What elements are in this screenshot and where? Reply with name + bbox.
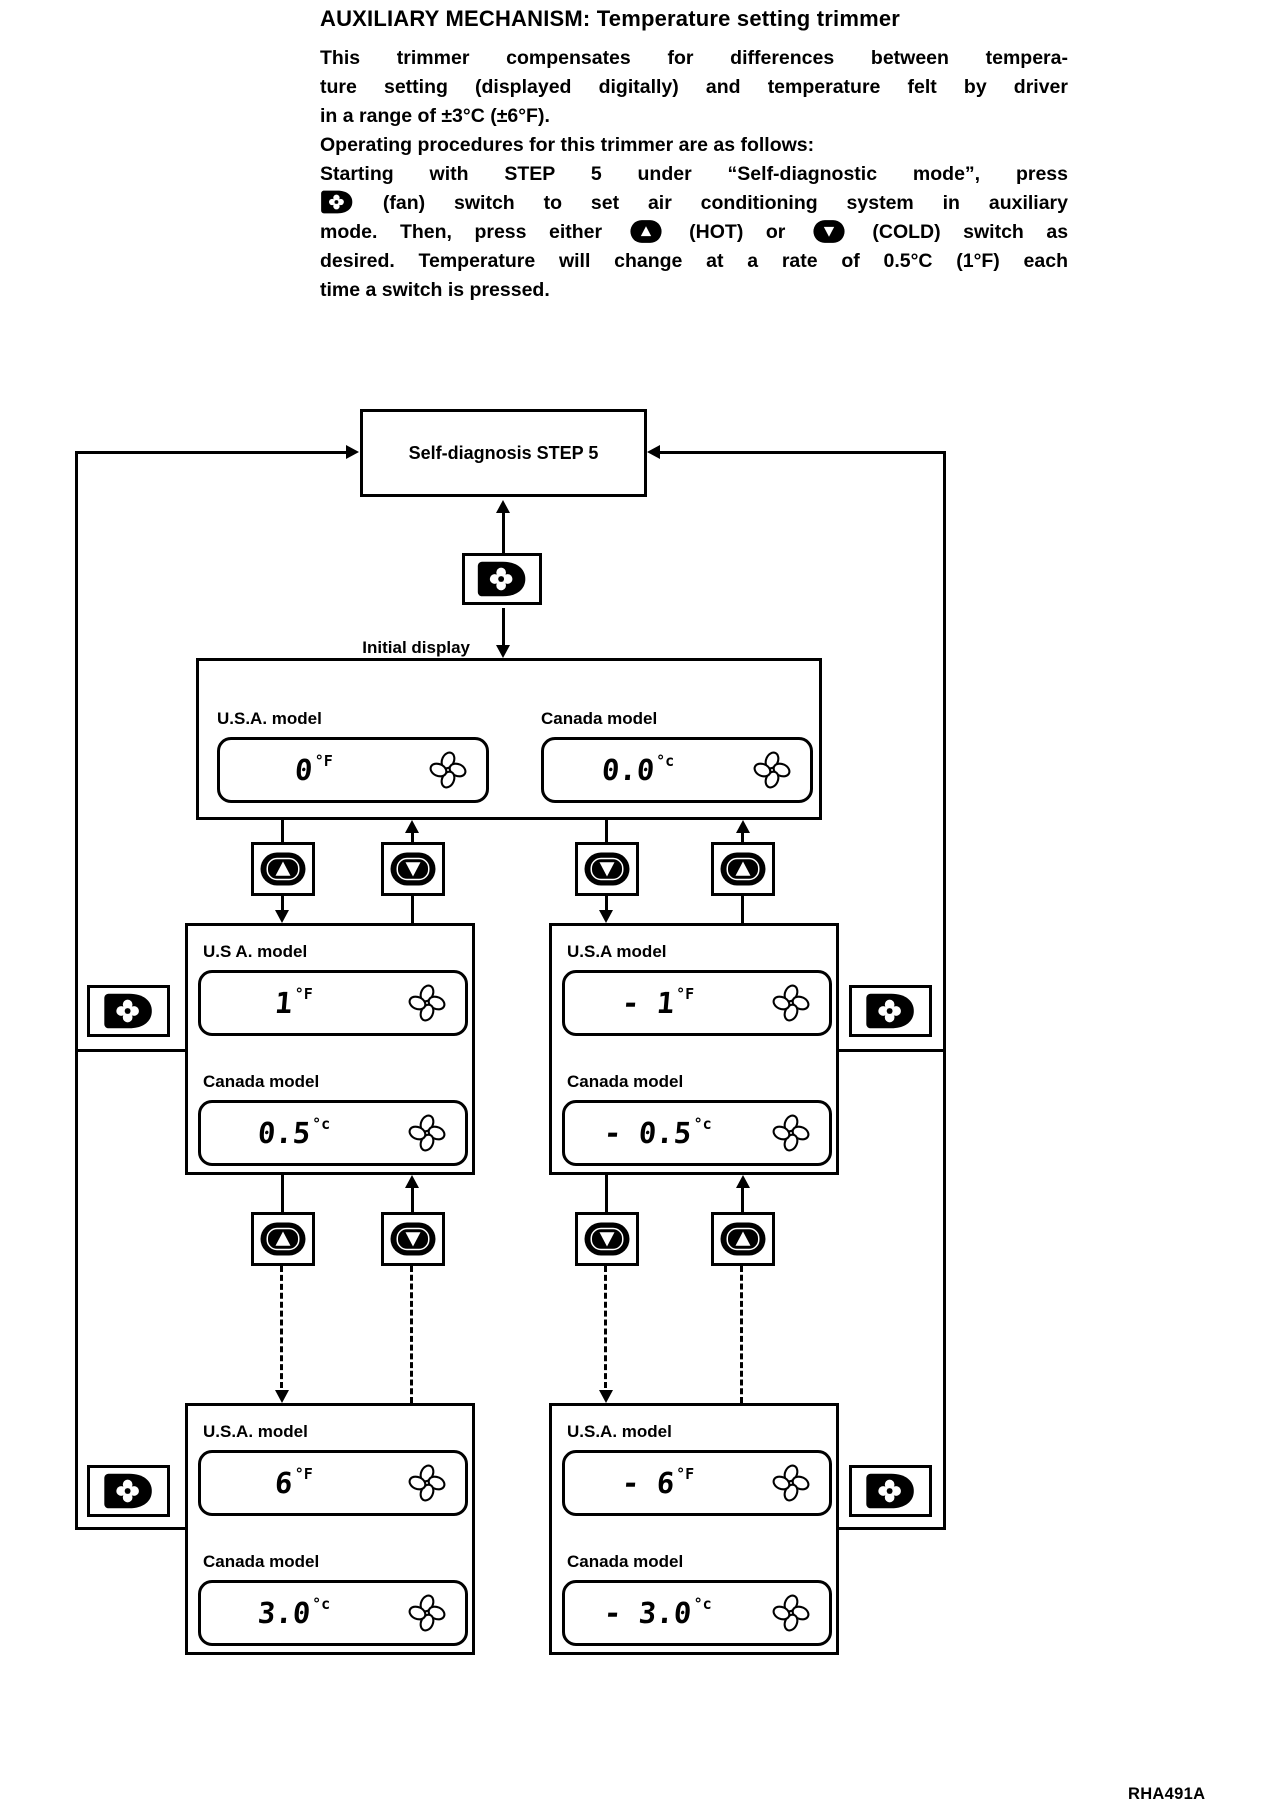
temperature-value: 6 xyxy=(273,1466,295,1500)
hot-switch-icon xyxy=(625,218,667,245)
usa-model-label: U.S.A. model xyxy=(217,709,322,728)
canada-temperature-display xyxy=(541,737,813,803)
canada-model-label: Canada model xyxy=(567,1072,684,1091)
page-title: AUXILIARY MECHANISM: Temperature setting trimmer xyxy=(320,6,901,31)
temperature-readout xyxy=(209,1453,379,1513)
cold-max-box xyxy=(549,1403,839,1655)
arrowhead xyxy=(496,645,510,658)
temperature-unit: °c xyxy=(312,1595,331,1613)
usa-model-label: U.S.A model xyxy=(567,942,667,961)
fan-switch-box xyxy=(87,985,170,1037)
cold-switch-icon xyxy=(389,849,437,889)
hot-step1-box xyxy=(185,923,475,1175)
intro-line-5: Starting with STEP 5 under “Self-diagnostic mode”, press xyxy=(320,163,1068,185)
temperature-value: 1 xyxy=(273,986,295,1020)
cold-switch-icon xyxy=(389,1219,437,1259)
fan-indicator-icon xyxy=(407,1463,447,1503)
connector-line xyxy=(502,608,505,648)
hot-switch-box xyxy=(251,842,315,896)
usa-model-label: U.S A. model xyxy=(203,942,308,961)
left-return-rail xyxy=(75,451,78,1530)
temperature-readout xyxy=(228,740,400,800)
self-diagnosis-step5-label: Self-diagnosis STEP 5 xyxy=(408,442,599,463)
dashed-connector-line xyxy=(604,1266,607,1388)
cold-switch-box xyxy=(381,842,445,896)
fan-indicator-icon xyxy=(407,1113,447,1153)
arrowhead xyxy=(346,445,359,459)
hot-switch-icon xyxy=(259,849,307,889)
right-return-rail xyxy=(943,451,946,1530)
usa-model-label: U.S.A. model xyxy=(567,1422,672,1441)
fan-switch-box xyxy=(462,553,542,605)
connector-line xyxy=(839,1527,946,1530)
hot-switch-box xyxy=(711,842,775,896)
intro-line-7-text-1: mode. Then, press either xyxy=(320,221,603,243)
canada-model-label: Canada model xyxy=(203,1552,320,1571)
cold-switch-icon xyxy=(583,849,631,889)
connector-line xyxy=(502,512,505,553)
intro-line-2: ture setting (displayed digitally) and temperature felt by driver xyxy=(320,76,1068,98)
temperature-unit: °F xyxy=(676,1465,695,1483)
canada-model-label: Canada model xyxy=(541,709,658,728)
usa-temperature-display xyxy=(198,1450,468,1516)
fan-switch-box xyxy=(87,1465,170,1517)
hot-switch-box xyxy=(251,1212,315,1266)
intro-paragraph xyxy=(320,44,1068,305)
intro-line-3: in a range of ±3°C (±6°F). xyxy=(320,105,550,127)
connector-line xyxy=(411,896,414,923)
canada-temperature-display xyxy=(198,1580,468,1646)
temperature-value: 0.0 xyxy=(600,753,656,787)
canada-temperature-display xyxy=(198,1100,468,1166)
temperature-readout xyxy=(573,1103,743,1163)
dashed-connector-line xyxy=(410,1266,413,1403)
temperature-unit: °F xyxy=(294,985,313,1003)
connector-line xyxy=(741,896,744,923)
connector-line xyxy=(411,1187,414,1212)
temperature-value: 0.5 xyxy=(256,1116,312,1150)
intro-line-1: This trimmer compensates for differences between tempera- xyxy=(320,47,1068,69)
arrowhead xyxy=(599,1390,613,1403)
connector-line xyxy=(605,896,608,910)
intro-line-4: Operating procedures for this trimmer are as follows: xyxy=(320,134,815,156)
initial-display-label: Initial display xyxy=(362,638,470,657)
dashed-connector-line xyxy=(740,1266,743,1403)
fan-indicator-icon xyxy=(771,1463,811,1503)
canada-model-label: Canada model xyxy=(203,1072,320,1091)
canada-model-label: Canada model xyxy=(567,1552,684,1571)
temperature-readout xyxy=(209,973,379,1033)
temperature-unit: °F xyxy=(676,985,695,1003)
intro-line-9: time a switch is pressed. xyxy=(320,279,550,301)
cold-switch-icon xyxy=(583,1219,631,1259)
usa-temperature-display xyxy=(217,737,489,803)
connector-line xyxy=(75,451,348,454)
temperature-value: 0 xyxy=(293,753,315,787)
intro-line-8: desired. Temperature will change at a rate of 0.5°C (1°F) each xyxy=(320,250,1068,272)
temperature-value: - 0.5 xyxy=(602,1116,694,1150)
fan-switch-icon xyxy=(474,560,530,598)
connector-line xyxy=(741,1187,744,1212)
figure-code: RHA491A xyxy=(1128,1785,1206,1803)
arrowhead xyxy=(599,910,613,923)
usa-temperature-display xyxy=(198,970,468,1036)
arrowhead xyxy=(647,445,660,459)
temperature-unit: °c xyxy=(312,1115,331,1133)
hot-switch-icon xyxy=(719,1219,767,1259)
connector-line xyxy=(75,1527,185,1530)
usa-model-label: U.S.A. model xyxy=(203,1422,308,1441)
temperature-unit: °F xyxy=(294,1465,313,1483)
intro-line-6 xyxy=(320,189,1068,218)
temperature-value: 3.0 xyxy=(256,1596,312,1630)
fan-switch-icon xyxy=(861,1472,920,1510)
connector-line xyxy=(741,832,744,842)
temperature-readout xyxy=(209,1583,379,1643)
usa-temperature-display xyxy=(562,1450,832,1516)
fan-switch-box xyxy=(849,985,932,1037)
fan-switch-icon xyxy=(320,189,354,215)
fan-indicator-icon xyxy=(771,1113,811,1153)
connector-line xyxy=(605,1175,608,1212)
connector-line xyxy=(281,820,284,842)
canada-temperature-display xyxy=(562,1100,832,1166)
temperature-value: - 6 xyxy=(620,1466,676,1500)
initial-display-box xyxy=(196,658,822,820)
cold-switch-icon xyxy=(808,218,850,245)
cold-switch-box xyxy=(575,842,639,896)
fan-indicator-icon xyxy=(771,983,811,1023)
cold-step1-box xyxy=(549,923,839,1175)
connector-line xyxy=(659,451,946,454)
cold-switch-box xyxy=(575,1212,639,1266)
temperature-readout xyxy=(573,1453,743,1513)
temperature-readout xyxy=(552,740,724,800)
temperature-unit: °F xyxy=(314,752,333,770)
temperature-readout xyxy=(573,1583,743,1643)
fan-switch-box xyxy=(849,1465,932,1517)
temperature-value: - 3.0 xyxy=(602,1596,694,1630)
fan-indicator-icon xyxy=(771,1593,811,1633)
fan-indicator-icon xyxy=(407,983,447,1023)
temperature-value: - 1 xyxy=(620,986,676,1020)
temperature-readout xyxy=(209,1103,379,1163)
cold-switch-box xyxy=(381,1212,445,1266)
connector-line xyxy=(281,896,284,910)
temperature-unit: °c xyxy=(656,752,675,770)
arrowhead xyxy=(275,910,289,923)
intro-line-7-text-3: (COLD) switch as xyxy=(872,221,1068,243)
connector-line xyxy=(839,1049,946,1052)
arrowhead xyxy=(275,1390,289,1403)
temperature-readout xyxy=(573,973,743,1033)
canada-temperature-display xyxy=(562,1580,832,1646)
fan-switch-icon xyxy=(861,992,920,1030)
hot-switch-icon xyxy=(719,849,767,889)
connector-line xyxy=(281,1175,284,1212)
dashed-connector-line xyxy=(280,1266,283,1388)
hot-switch-box xyxy=(711,1212,775,1266)
intro-line-6-text: (fan) switch to set air conditioning system in auxiliary xyxy=(382,192,1068,214)
hot-switch-icon xyxy=(259,1219,307,1259)
fan-indicator-icon xyxy=(428,750,468,790)
connector-line xyxy=(411,832,414,842)
self-diagnosis-step5-box xyxy=(360,409,647,497)
connector-line xyxy=(75,1049,185,1052)
intro-line-7 xyxy=(320,218,1068,247)
temperature-unit: °c xyxy=(693,1115,712,1133)
fan-indicator-icon xyxy=(407,1593,447,1633)
intro-line-7-text-2: (HOT) or xyxy=(689,221,786,243)
temperature-unit: °c xyxy=(693,1595,712,1613)
hot-max-box xyxy=(185,1403,475,1655)
usa-temperature-display xyxy=(562,970,832,1036)
fan-switch-icon xyxy=(99,1472,158,1510)
fan-indicator-icon xyxy=(752,750,792,790)
fan-switch-icon xyxy=(99,992,158,1030)
connector-line xyxy=(605,820,608,842)
